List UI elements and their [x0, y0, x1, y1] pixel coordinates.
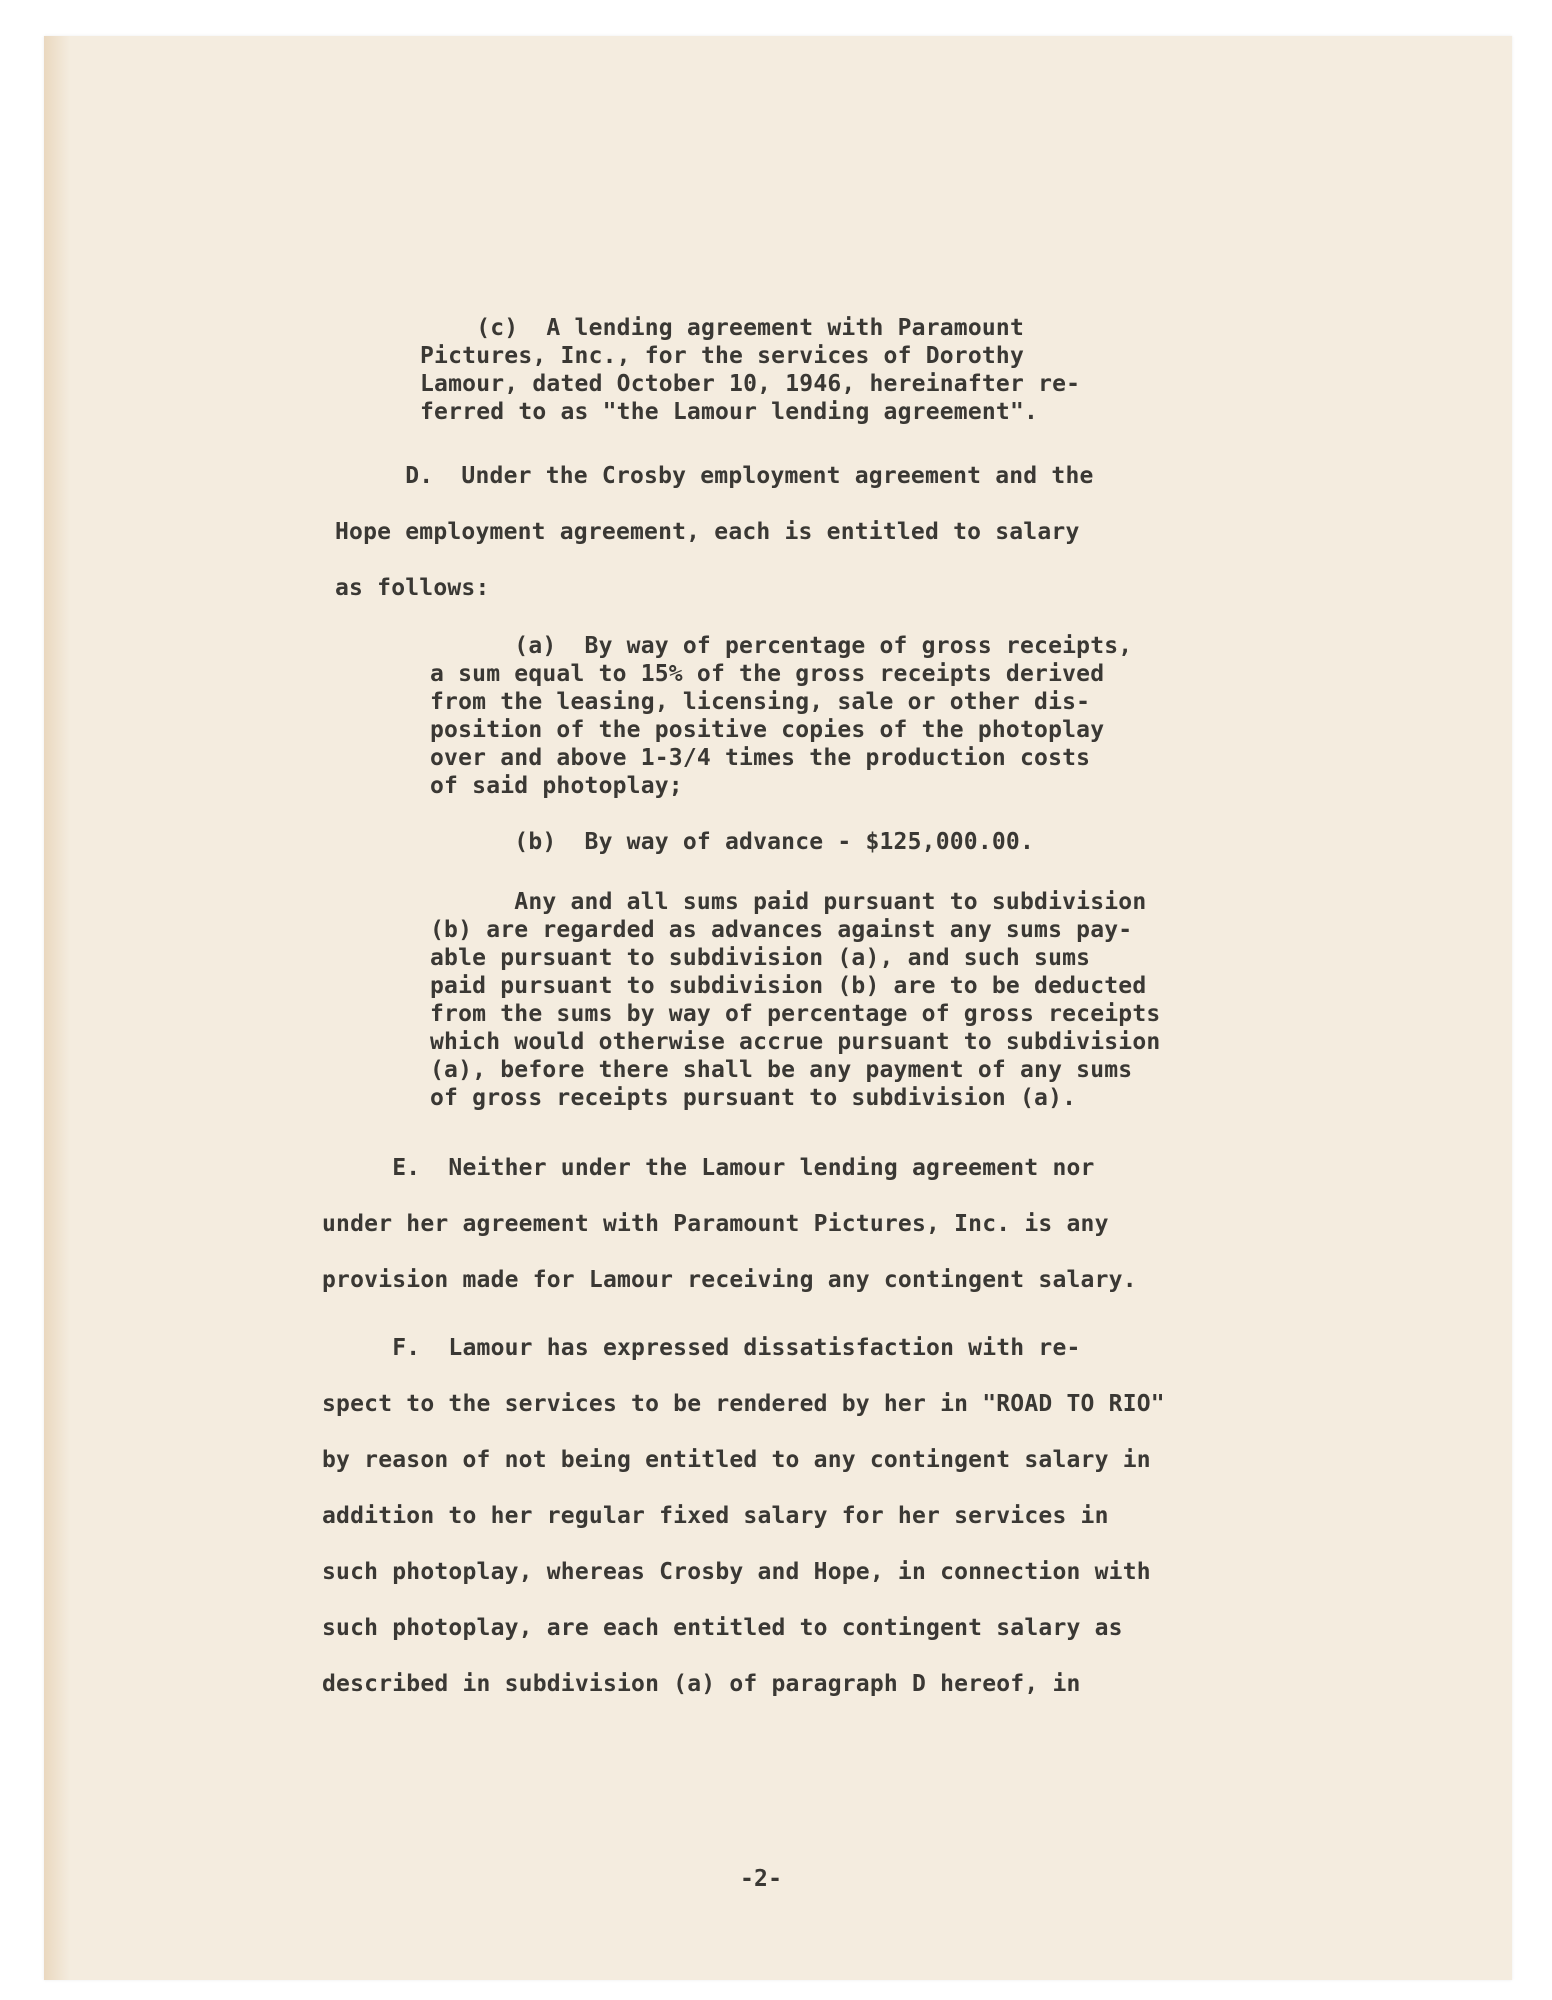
subdivision-a: (a) By way of percentage of gross receipts, a sum equal to 15% of the gross receipts derived from the leasing, licensing, sale or other dis- position of the positive copies of the photoplay over and above 1-3/4 times the production costs of said photoplay;	[430, 633, 1133, 799]
paragraph-f: F. Lamour has expressed dissatisfaction with re- spect to the services to be rendered by her in "ROAD TO RIO" by reason of not being entitled to any contingent salary in addition to her regular fixed salary for her services in such photoplay, whereas Crosby and Hope, in connection with such photoplay, are each entitled to contingent salary as described in subdivision (a) of paragraph D hereof, in	[322, 1335, 1165, 1697]
paper-edge-discoloration	[44, 36, 70, 1980]
subdivision-b: (b) By way of advance - $125,000.00.	[430, 829, 1035, 855]
paragraph-c: (c) A lending agreement with Paramount Pictures, Inc., for the services of Dorothy Lamour, dated October 10, 1946, hereinafter re- ferred to as "the Lamour lending agreement".	[420, 315, 1081, 425]
paragraph-e: E. Neither under the Lamour lending agreement nor under her agreement with Paramount Pictures, Inc. is any provision made for Lamour receiving any contingent salary.	[322, 1155, 1137, 1293]
paragraph-d-intro: D. Under the Crosby employment agreement and the Hope employment agreement, each is entitled to salary as follows:	[335, 463, 1094, 601]
page-number: -2-	[740, 1866, 783, 1892]
advances-note: Any and all sums paid pursuant to subdivision (b) are regarded as advances against any sums pay- able pursuant to subdivision (a), and such sums paid pursuant to subdivision (b) are to be deducted from the sums by way of percentage of gross receipts which would otherwise accrue pursuant to subdivision (a), before there shall be any payment of any sums of gross receipts pursuant to subdivision (a).	[430, 889, 1161, 1111]
